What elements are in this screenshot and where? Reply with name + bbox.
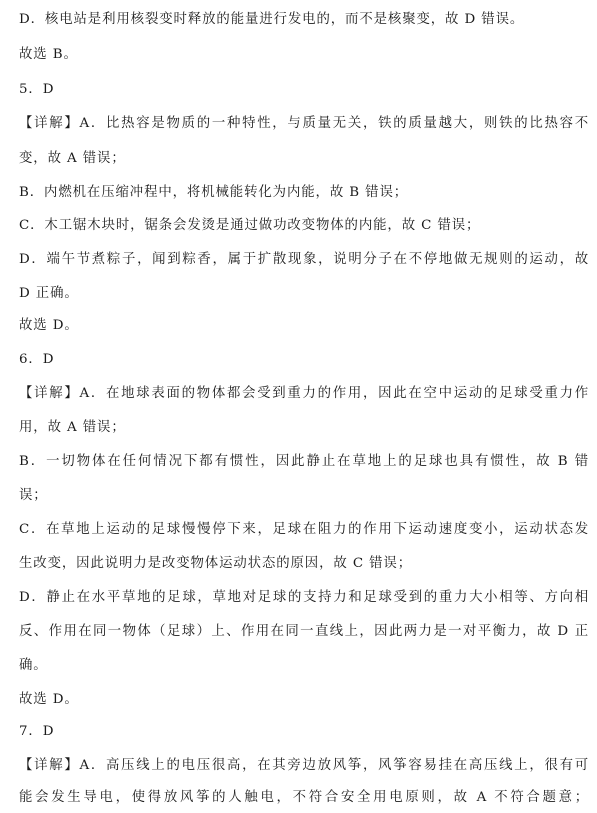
text-line: 用，故 A 错误； — [19, 420, 126, 435]
text-line: D 正确。 — [19, 286, 79, 301]
text-line: 7．D — [19, 724, 55, 739]
text-line: 确。 — [19, 658, 48, 673]
text-line: 变，故 A 错误； — [19, 151, 126, 166]
text-line: C．木工锯木块时，锯条会发烫是通过做功改变物体的内能，故 C 错误； — [19, 218, 481, 233]
text-line: D．核电站是利用核裂变时释放的能量进行发电的，而不是核聚变，故 D 错误。 — [19, 12, 525, 27]
text-line: 故选 B。 — [19, 47, 78, 62]
text-line: 误； — [19, 488, 48, 503]
text-line: D．静止在水平草地的足球，草地对足球的支持力和足球受到的重力大小相等、方向相 — [19, 590, 589, 605]
text-line: 【详解】A．在地球表面的物体都会受到重力的作用，因此在空中运动的足球受重力作 — [19, 386, 589, 401]
text-line: 反、作用在同一物体（足球）上、作用在同一直线上，因此两力是一对平衡力，故 D 正 — [19, 624, 589, 639]
text-line: B．一切物体在任何情况下都有惯性，因此静止在草地上的足球也具有惯性，故 B 错 — [19, 454, 589, 469]
text-line: 6．D — [19, 352, 55, 367]
text-line: 故选 D。 — [19, 692, 79, 707]
text-line: 生改变，因此说明力是改变物体运动状态的原因，故 C 错误； — [19, 556, 413, 571]
text-line: 故选 D。 — [19, 318, 79, 333]
text-line: 【详解】A．高压线上的电压很高，在其旁边放风筝，风筝容易挂在高压线上，很有可 — [19, 758, 589, 773]
text-line: 能会发生导电，使得放风筝的人触电，不符合安全用电原则，故 A 不符合题意； — [19, 790, 589, 805]
text-line: C．在草地上运动的足球慢慢停下来，足球在阻力的作用下运动速度变小，运动状态发 — [19, 522, 589, 537]
text-line: D．端午节煮粽子，闻到粽香，属于扩散现象，说明分子在不停地做无规则的运动，故 — [19, 252, 589, 267]
text-line: B．内燃机在压缩冲程中，将机械能转化为内能，故 B 错误； — [19, 185, 409, 200]
text-line: 【详解】A．比热容是物质的一种特性，与质量无关，铁的质量越大，则铁的比热容不 — [19, 116, 589, 131]
text-line: 5．D — [19, 82, 55, 97]
